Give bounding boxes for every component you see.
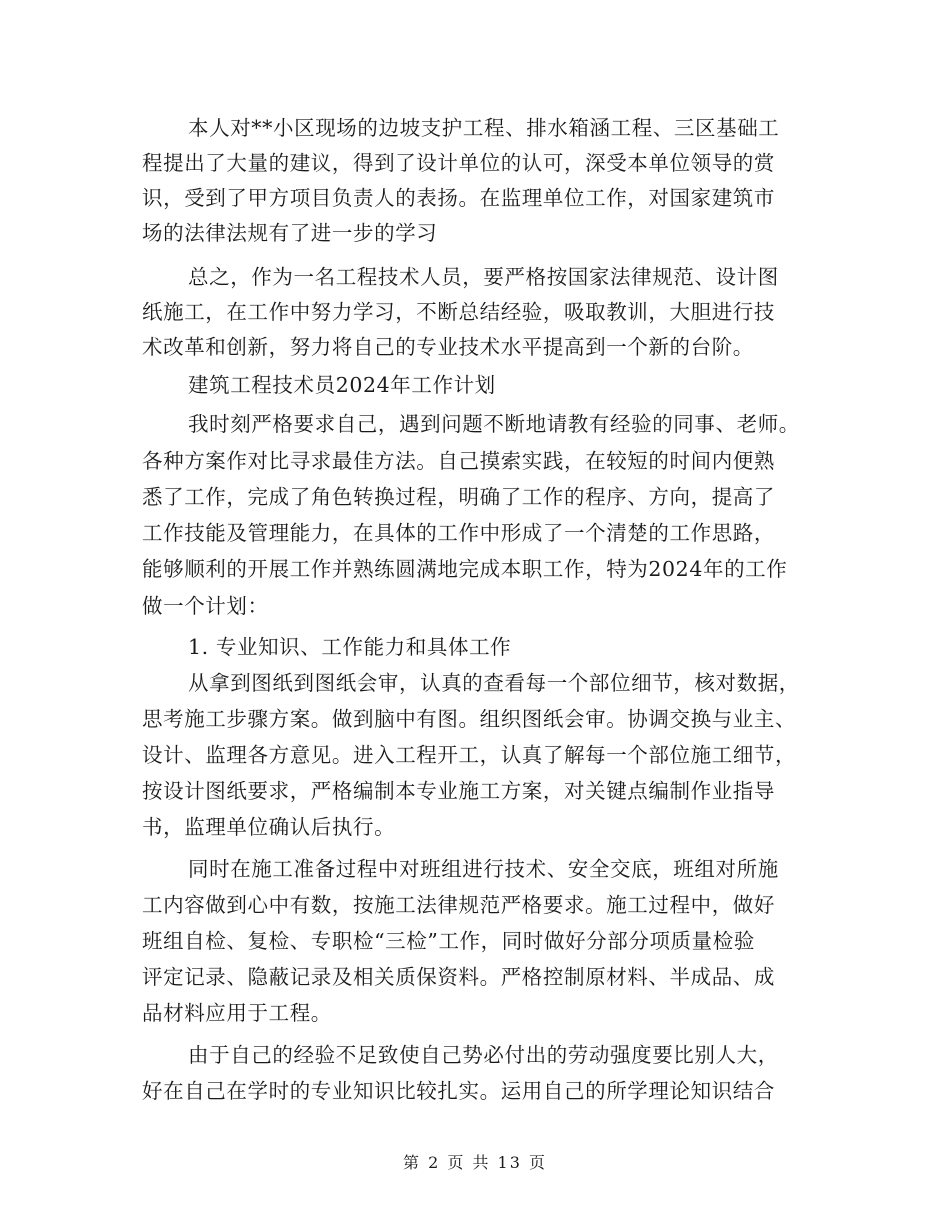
text-line: 工作技能及管理能力，在具体的工作中形成了一个清楚的工作思路， xyxy=(142,521,775,545)
text-line: 同时在施工准备过程中对班组进行技术、安全交底，班组对所施 xyxy=(188,857,779,881)
text-line: 设计、监理各方意见。进入工程开工，认真了解每一个部位施工细节， xyxy=(142,743,797,767)
text-line: 从拿到图纸到图纸会审，认真的查看每一个部位细节，核对数据， xyxy=(188,671,800,695)
text-line: 做一个计划： xyxy=(142,594,269,618)
text-line: 品材料应用于工程。 xyxy=(142,1001,332,1025)
text-line: 能够顺利的开展工作并熟练圆满地完成本职工作，特为2024年的工作 xyxy=(142,557,788,581)
text-line: 总之，作为一名工程技术人员，要严格按国家法律规范、设计图 xyxy=(188,265,779,289)
text-line: 由于自己的经验不足致使自己势必付出的劳动强度要比别人大， xyxy=(188,1043,779,1067)
section-heading: 建筑工程技术员2024年工作计划 xyxy=(188,373,496,397)
text-line: 评定记录、隐蔽记录及相关质保资料。严格控制原材料、半成品、成 xyxy=(142,965,775,989)
subsection-heading: 1. 专业知识、工作能力和具体工作 xyxy=(188,635,512,659)
text-line: 纸施工，在工作中努力学习，不断总结经验，吸取教训，大胆进行技 xyxy=(142,300,775,324)
text-line: 我时刻严格要求自己，遇到问题不断地请教有经验的同事、老师。 xyxy=(188,412,800,436)
text-line: 悉了工作，完成了角色转换过程，明确了工作的程序、方向，提高了 xyxy=(142,485,775,509)
text-line: 程提出了大量的建议，得到了设计单位的认可，深受本单位领导的赏 xyxy=(142,151,775,175)
text-line: 场的法律法规有了进一步的学习 xyxy=(142,221,438,245)
text-line: 术改革和创新，努力将自己的专业技术水平提高到一个新的台阶。 xyxy=(142,335,754,359)
text-line: 好在自己在学时的专业知识比较扎实。运用自己的所学理论知识结合 xyxy=(142,1079,775,1103)
text-line: 本人对**小区现场的边坡支护工程、排水箱涵工程、三区基础工 xyxy=(188,116,780,140)
page-number-footer: 第 2 页 共 13 页 xyxy=(403,1153,547,1172)
text-line: 工内容做到心中有数，按施工法律规范严格要求。施工过程中，做好 xyxy=(142,893,775,917)
text-line: 识，受到了甲方项目负责人的表扬。在监理单位工作，对国家建筑市 xyxy=(142,186,775,210)
text-line: 按设计图纸要求，严格编制本专业施工方案，对关键点编制作业指导 xyxy=(142,779,775,803)
text-line: 书，监理单位确认后执行。 xyxy=(142,815,396,839)
text-line: 班组自检、复检、专职检“三检”工作，同时做好分部分项质量检验 xyxy=(142,929,755,953)
text-line: 各种方案作对比寻求最佳方法。自己摸索实践，在较短的时间内便熟 xyxy=(142,449,775,473)
text-line: 思考施工步骤方案。做到脑中有图。组织图纸会审。协调交换与业主、 xyxy=(142,707,797,731)
